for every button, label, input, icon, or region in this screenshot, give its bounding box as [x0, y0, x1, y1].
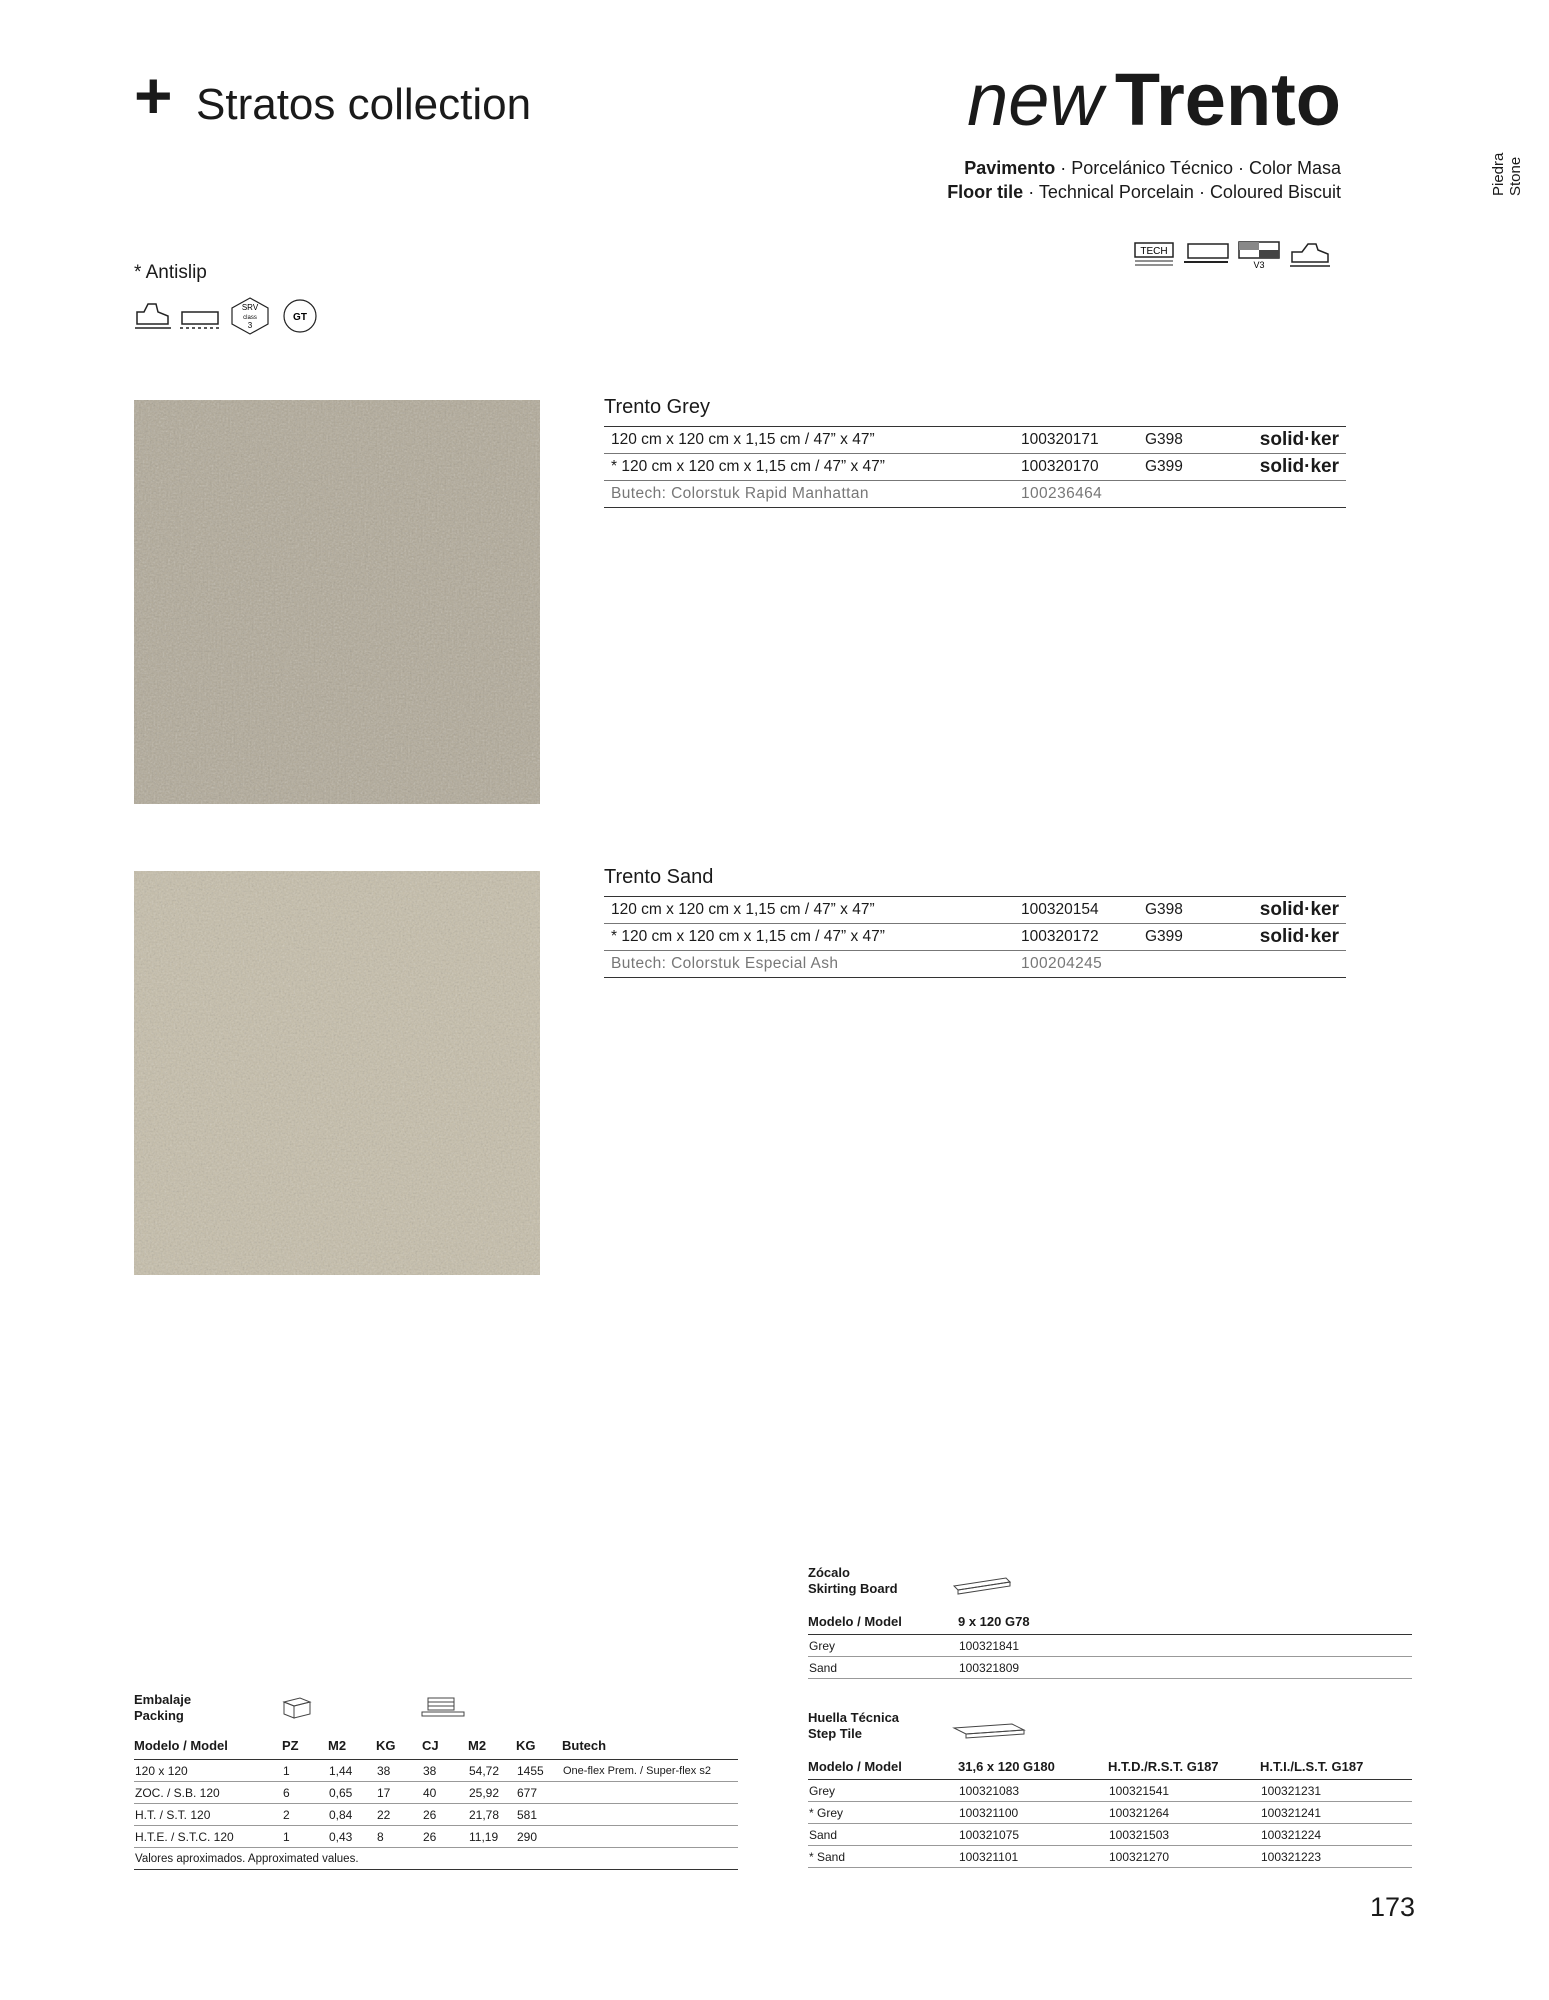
- spec-row: [604, 427, 1346, 454]
- packing-cell: 677: [516, 1782, 562, 1804]
- packing-cell: [562, 1782, 738, 1804]
- subline-en: [947, 182, 1341, 203]
- side-label-es: Piedra: [1490, 152, 1507, 196]
- step-header-model: Modelo / Model: [808, 1759, 958, 1780]
- side-category-label: [1490, 153, 1524, 196]
- packing-cell: 25,92: [468, 1782, 516, 1804]
- packing-cell: 1: [282, 1826, 328, 1848]
- code-cell: 100320154: [1014, 897, 1138, 924]
- srv-class-label: class: [243, 315, 257, 321]
- thickness-icon: [1182, 240, 1230, 268]
- packing-title-en: Packing: [134, 1708, 184, 1723]
- packing-cell: 581: [516, 1804, 562, 1826]
- surface-icon: [180, 300, 220, 332]
- subline-es-rest: · Porcelánico Técnico · Color Masa: [1055, 158, 1341, 178]
- g-cell: G399: [1138, 454, 1232, 481]
- table-row: [808, 1657, 1412, 1679]
- table-row: [134, 1826, 738, 1848]
- packing-cell: H.T. / S.T. 120: [134, 1804, 282, 1826]
- product-title: [967, 58, 1341, 142]
- skirting-title: [808, 1565, 898, 1597]
- packing-header-kg: KG: [376, 1738, 422, 1760]
- collection-title: Stratos collection: [196, 80, 532, 129]
- spec-row: [604, 897, 1346, 924]
- skirting-header-format: 9 x 120 G78: [958, 1614, 1412, 1635]
- step-code-hti: 100321241: [1260, 1802, 1412, 1824]
- skirting-table: [808, 1614, 1412, 1679]
- step-table: [808, 1759, 1412, 1868]
- packing-cell: 26: [422, 1826, 468, 1848]
- side-label-en: Stone: [1507, 156, 1524, 196]
- packing-header-pz: PZ: [282, 1738, 328, 1760]
- format-cell: * 120 cm x 120 cm x 1,15 cm / 47” x 47”: [604, 924, 1014, 951]
- packing-cell: 2: [282, 1804, 328, 1826]
- butech-label: Butech: Colorstuk Especial Ash: [604, 951, 1014, 978]
- skirting-code: 100321809: [958, 1657, 1412, 1679]
- packing-cell: 22: [376, 1804, 422, 1826]
- butech-row: [604, 481, 1346, 508]
- shade-variation-label: V3: [1253, 260, 1265, 270]
- packing-cell: ZOC. / S.B. 120: [134, 1782, 282, 1804]
- step-code: 100321101: [958, 1846, 1108, 1868]
- tile-image-sand: [134, 871, 540, 1275]
- step-code-htd: 100321503: [1108, 1824, 1260, 1846]
- table-row: [808, 1846, 1412, 1868]
- gt-icon: [280, 296, 320, 336]
- step-code-hti: 100321223: [1260, 1846, 1412, 1868]
- title-main: Trento: [1114, 58, 1341, 141]
- step-tile-icon: [952, 1720, 1026, 1742]
- subline-en-bold: Floor tile: [947, 182, 1024, 202]
- packing-cell: [562, 1826, 738, 1848]
- packing-cell: 120 x 120: [134, 1760, 282, 1782]
- skirting-header-model: Modelo / Model: [808, 1614, 958, 1635]
- packing-table: [134, 1738, 738, 1870]
- tech-icon-label: TECH: [1140, 246, 1168, 257]
- step-model: * Grey: [808, 1802, 958, 1824]
- product-name-sand: Trento Sand: [604, 866, 714, 888]
- step-model: Grey: [808, 1780, 958, 1802]
- format-cell: 120 cm x 120 cm x 1,15 cm / 47” x 47”: [604, 427, 1014, 454]
- step-code-htd: 100321270: [1108, 1846, 1260, 1868]
- shoe-icon: [134, 300, 172, 332]
- packing-cell: 11,19: [468, 1826, 516, 1848]
- tile-image-grey: [134, 400, 540, 804]
- skirting-board-icon: [952, 1574, 1012, 1596]
- step-header-format: 31,6 x 120 G180: [958, 1759, 1108, 1780]
- packing-cell: 0,65: [328, 1782, 376, 1804]
- step-code-hti: 100321231: [1260, 1780, 1412, 1802]
- table-row: [134, 1760, 738, 1782]
- step-code: 100321075: [958, 1824, 1108, 1846]
- step-code-hti: 100321224: [1260, 1824, 1412, 1846]
- packing-cell: 1455: [516, 1760, 562, 1782]
- tech-icons: [1134, 238, 1332, 270]
- antislip-icons: [134, 296, 320, 336]
- shoe-antislip-icon: [1288, 238, 1332, 270]
- step-header-hti: H.T.I./L.S.T. G187: [1260, 1759, 1412, 1780]
- table-row: [134, 1782, 738, 1804]
- box-icon: [280, 1694, 314, 1720]
- spec-table-grey: [604, 426, 1346, 508]
- product-name-grey: Trento Grey: [604, 396, 710, 418]
- step-model: Sand: [808, 1824, 958, 1846]
- packing-cell: One-flex Prem. / Super-flex s2: [562, 1760, 738, 1782]
- step-code-htd: 100321541: [1108, 1780, 1260, 1802]
- g-cell: G399: [1138, 924, 1232, 951]
- step-header-htd: H.T.D./R.S.T. G187: [1108, 1759, 1260, 1780]
- plus-mark: +: [134, 58, 173, 132]
- packing-cell: 21,78: [468, 1804, 516, 1826]
- butech-code: 100236464: [1014, 481, 1138, 508]
- tech-icon: [1134, 240, 1174, 268]
- step-title-es: Huella Técnica: [808, 1710, 900, 1725]
- butech-code: 100204245: [1014, 951, 1138, 978]
- spec-row: [604, 454, 1346, 481]
- brand-cell: solid·ker: [1232, 454, 1346, 481]
- step-title: [808, 1710, 899, 1742]
- skirting-model: Grey: [808, 1635, 958, 1657]
- packing-cell: 0,43: [328, 1826, 376, 1848]
- step-code: 100321083: [958, 1780, 1108, 1802]
- packing-cell: [562, 1804, 738, 1826]
- skirting-code: 100321841: [958, 1635, 1412, 1657]
- table-note-row: [134, 1848, 738, 1870]
- brand-cell: solid·ker: [1232, 897, 1346, 924]
- packing-header-m2: M2: [328, 1738, 376, 1760]
- code-cell: 100320170: [1014, 454, 1138, 481]
- packing-cell: 1: [282, 1760, 328, 1782]
- subline-es-bold: Pavimento: [964, 158, 1056, 178]
- table-row: [134, 1804, 738, 1826]
- step-code: 100321100: [958, 1802, 1108, 1824]
- code-cell: 100320171: [1014, 427, 1138, 454]
- skirting-title-es: Zócalo: [808, 1565, 850, 1580]
- packing-cell: 0,84: [328, 1804, 376, 1826]
- packing-header-butech: Butech: [562, 1738, 738, 1760]
- srv-label: SRV: [241, 303, 259, 312]
- butech-label: Butech: Colorstuk Rapid Manhattan: [604, 481, 1014, 508]
- spec-table-sand: [604, 896, 1346, 978]
- subline-es: [964, 158, 1341, 179]
- spec-row: [604, 924, 1346, 951]
- packing-cell: 6: [282, 1782, 328, 1804]
- format-cell: 120 cm x 120 cm x 1,15 cm / 47” x 47”: [604, 897, 1014, 924]
- packing-cell: 8: [376, 1826, 422, 1848]
- packing-cell: 40: [422, 1782, 468, 1804]
- title-prefix: new: [967, 58, 1103, 141]
- page-number: 173: [1369, 1892, 1415, 1922]
- packing-header-cj: CJ: [422, 1738, 468, 1760]
- packing-header-m2-box: M2: [468, 1738, 516, 1760]
- gt-label: GT: [293, 312, 307, 323]
- step-model: * Sand: [808, 1846, 958, 1868]
- brand-cell: solid·ker: [1232, 924, 1346, 951]
- srv-value: 3: [247, 321, 253, 330]
- packing-cell: H.T.E. / S.T.C. 120: [134, 1826, 282, 1848]
- packing-header-model: Modelo / Model: [134, 1738, 282, 1760]
- table-row: [808, 1780, 1412, 1802]
- packing-cell: 38: [376, 1760, 422, 1782]
- g-cell: G398: [1138, 427, 1232, 454]
- table-row: [808, 1824, 1412, 1846]
- srv-class-icon: [228, 296, 272, 336]
- packing-cell: 38: [422, 1760, 468, 1782]
- subline-en-rest: · Technical Porcelain · Coloured Biscuit: [1023, 182, 1341, 202]
- code-cell: 100320172: [1014, 924, 1138, 951]
- skirting-model: Sand: [808, 1657, 958, 1679]
- packing-title: [134, 1692, 191, 1724]
- packing-header-kg-box: KG: [516, 1738, 562, 1760]
- table-row: [808, 1802, 1412, 1824]
- butech-row: [604, 951, 1346, 978]
- packing-cell: 290: [516, 1826, 562, 1848]
- antislip-label: * Antislip: [134, 262, 207, 283]
- packing-cell: 1,44: [328, 1760, 376, 1782]
- packing-cell: 54,72: [468, 1760, 516, 1782]
- g-cell: G398: [1138, 897, 1232, 924]
- packing-note: Valores aproximados. Approximated values.: [134, 1848, 738, 1870]
- skirting-title-en: Skirting Board: [808, 1581, 898, 1596]
- format-cell: * 120 cm x 120 cm x 1,15 cm / 47” x 47”: [604, 454, 1014, 481]
- step-code-htd: 100321264: [1108, 1802, 1260, 1824]
- table-row: [808, 1635, 1412, 1657]
- packing-cell: 26: [422, 1804, 468, 1826]
- pallet-icon: [420, 1694, 466, 1720]
- packing-cell: 17: [376, 1782, 422, 1804]
- shade-variation-icon: [1238, 238, 1280, 270]
- brand-cell: solid·ker: [1232, 427, 1346, 454]
- packing-title-es: Embalaje: [134, 1692, 192, 1707]
- step-title-en: Step Tile: [808, 1726, 862, 1741]
